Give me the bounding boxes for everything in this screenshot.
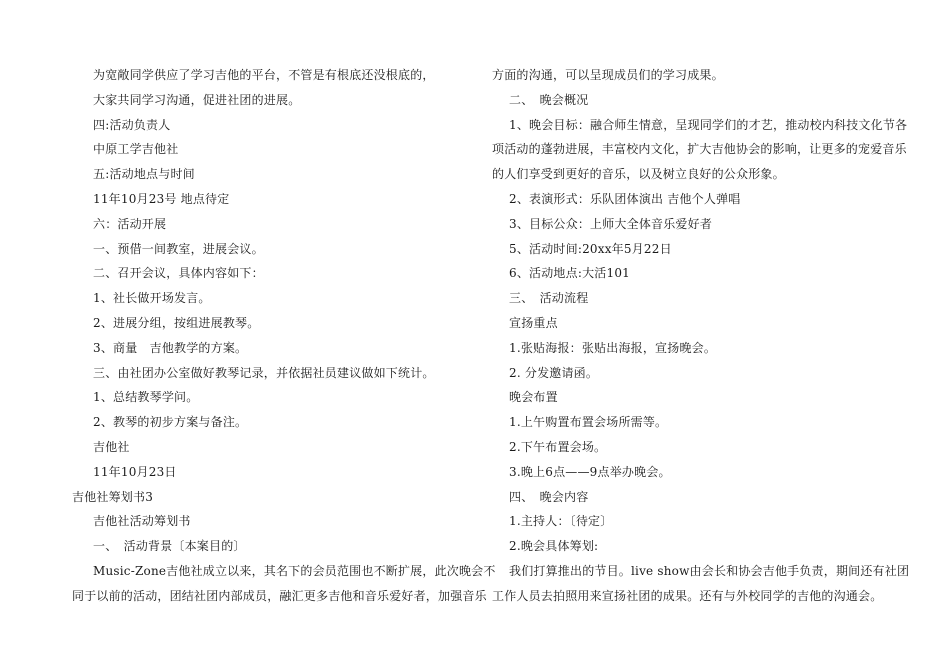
text-line: 宣扬重点 [509,316,558,330]
text-line: 6、活动地点:大活101 [509,266,630,281]
text-line: 吉他社筹划书3 [72,489,154,504]
text-line: 五:活动地点与时间 [93,167,195,182]
text-line: 吉他社活动筹划书 [93,514,191,529]
text-line: 2、表演形式：乐队团体演出 吉他个人弹唱 [509,192,741,206]
text-line: 11年10月23日 [93,464,177,479]
text-line: Music-Zone吉他社成立以来，其名下的会员范围也不断扩展，此次晚会不 [93,564,496,578]
text-line: 我们打算推出的节目。live show由会长和协会吉他手负责，期间还有社团 [509,564,910,578]
text-line: 为宽敞同学供应了学习吉他的平台，不管是有根底还没根底的， [93,68,435,82]
text-line: 11年10月23号 地点待定 [93,192,230,206]
text-line: 1、晚会目标：融合师生情意，呈现同学们的才艺，推动校内科技文化节各 [509,117,908,132]
text-line: 2、进展分组，按组进展教琴。 [93,316,260,330]
text-line: 2、教琴的初步方案与备注。 [93,415,248,430]
text-line: 中原工学吉他社 [93,142,179,157]
text-line: 二、召开会议，具体内容如下： [93,266,264,281]
text-line: 的人们享受到更好的音乐，以及树立良好的公众形象。 [492,167,785,182]
text-line: 三、 活动流程 [509,291,589,306]
text-line: 1、总结教琴学问。 [93,390,199,405]
text-line: 5、活动时间:20xx年5月22日 [509,241,672,256]
text-line: 吉他社 [93,440,130,454]
text-line: 二、 晚会概况 [509,92,589,107]
text-line: 大家共同学习沟通，促进社团的进展。 [93,92,301,107]
text-line: 3、商量 吉他教学的方案。 [93,340,248,355]
text-line: 1.上午购置布置会场所需等。 [509,415,668,430]
text-line: 2.晚会具体筹划: [509,539,599,554]
text-line: 四、 晚会内容 [509,489,589,504]
text-line: 3.晚上6点——9点举办晚会。 [509,464,671,479]
text-line: 3、目标公众：上师大全体音乐爱好者 [509,216,713,231]
text-line: 三、由社团办公室做好教琴记录，并依据社员建议做如下统计。 [93,365,435,380]
text-line: 2. 分发邀请函。 [509,365,599,380]
text-line: 一、预借一间教室，进展会议。 [93,241,264,256]
text-line: 1.张贴海报：张贴出海报，宣扬晚会。 [509,340,717,355]
text-line: 六：活动开展 [93,216,167,231]
text-line: 项活动的蓬勃进展，丰富校内文化，扩大吉他协会的影响，让更多的宠爱音乐 [492,142,907,157]
text-line: 晚会布置 [509,390,558,405]
text-line: 四:活动负责人 [93,117,171,132]
text-line: 2.下午布置会场。 [509,440,607,454]
text-line: 同于以前的活动，团结社团内部成员，融汇更多吉他和音乐爱好者，加强音乐 [72,588,487,603]
text-line: 1.主持人：〔待定〕 [509,514,613,529]
text-line: 工作人员去拍照用来宣扬社团的成果。还有与外校同学的吉他的沟通会。 [492,588,883,603]
text-line: 1、社长做开场发言。 [93,291,211,306]
text-line: 方面的沟通，可以呈现成员们的学习成果。 [492,68,724,82]
text-line: 一、 活动背景〔本案目的〕 [93,539,246,554]
